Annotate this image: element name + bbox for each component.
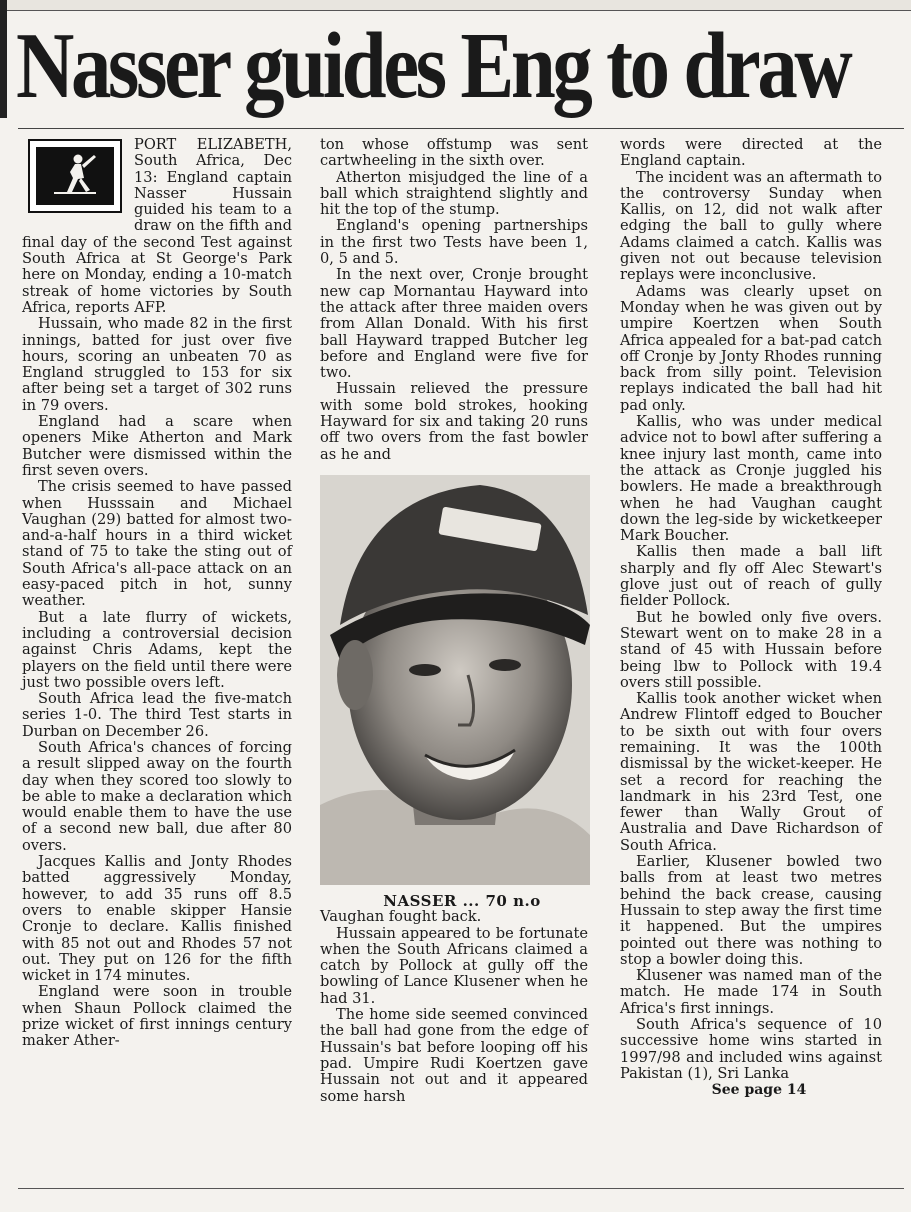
headline-rule — [18, 128, 904, 129]
paragraph: Hussain, who made 82 in the first innings, batted for just over five hours, scoring an unbeaten 70 as England struggled to 153 for six after being set a target of 302 runs in 79 overs. — [22, 315, 292, 414]
cricketer-batting-icon — [36, 147, 114, 205]
player-portrait-photo — [320, 475, 590, 885]
photo-caption: NASSER ... 70 n.o — [383, 891, 541, 910]
continuation-note: See page 14 — [711, 1082, 807, 1099]
paragraph: But a late flurry of wickets, including a controversial decision against Chris Adams, kept the players on the field until there were just two possible overs left. — [22, 608, 292, 691]
paragraph: Atherton misjudged the line of a ball which straightend slightly and hit the top of the stump. — [320, 168, 588, 219]
paragraph: South Africa's chances of forcing a result slipped away on the fourth day when they scored too slowly to be able to make a declaration which would enable them to have the use of a second new ball, due after 80 overs. — [22, 738, 292, 854]
page-bottom-rule — [18, 1188, 904, 1189]
page-top-rule — [0, 0, 911, 11]
article-column-1 — [22, 137, 292, 1050]
paragraph: Kallis, who was under medical advice not to bowl after suffering a knee injury last month, came into the attack as Cronje juggled his bowlers. He made a breakthrough when he had Vaughan caught down the leg-side by wicketkeeper Mark Boucher. — [620, 413, 882, 545]
paragraph: Hussain appeared to be fortunate when the South Africans claimed a catch by Pollock at gully off the bowling of Lance Klusener when he had 31. — [320, 924, 588, 1007]
article-column-3 — [620, 137, 882, 1099]
paragraph: England were soon in trouble when Shaun Pollock claimed the prize wicket of first innings century maker Ather- — [22, 983, 292, 1050]
paragraph: ton whose offstump was sent cartwheeling in the sixth over. — [320, 136, 588, 170]
paragraph: England had a scare when openers Mike Atherton and Mark Butcher were dismissed within the first seven overs. — [22, 413, 292, 479]
left-column-bar — [0, 0, 7, 118]
paragraph: The incident was an aftermath to the controversy Sunday when Kallis, on 12, did not walk after edging the ball to gully where Adams claimed a catch. Kallis was given not out because television replays were inconclusive. — [620, 168, 882, 284]
paragraph: South Africa's sequence of 10 successive home wins started in 1997/98 and included wins against Pakistan (1), Sri Lanka — [620, 1016, 882, 1082]
paragraph: Earlier, Klusener bowled two balls from at least two metres behind the back crease, causing Hussain to step away the first time it happened. But the umpires pointed out there was nothing to stop a bowler doing this. — [620, 853, 882, 968]
article-column-2 — [320, 137, 588, 1105]
paragraph: PORT ELIZABETH, South Africa, Dec 13: England captain Nasser Hussain guided his team to a draw on the fifth and final day of the second Test against South Africa at St George's Park here on Monday, ending a 10-match streak of home victories by South Africa, reports AFP. — [22, 136, 292, 316]
paragraph: Adams was clearly upset on Monday when he was given out by umpire Koertzen when South Africa appealed for a bat-pad catch off Cronje by Jonty Rhodes running back from silly point. Television replays indicated the ball had hit pad only. — [620, 282, 882, 414]
paragraph: The home side seemed convinced the ball had gone from the edge of Hussain's bat before looping off his pad. Umpire Rudi Koertzen gave Hussain not out and it appeared some harsh — [320, 1006, 588, 1105]
paragraph: But he bowled only five overs. Stewart went on to make 28 in a stand of 45 with Hussain before being lbw to Pollock with 19.4 overs still possible. — [620, 608, 882, 691]
paragraph: Klusener was named man of the match. He made 174 in South Africa's first innings. — [620, 967, 882, 1017]
paragraph: Vaughan fought back. — [320, 908, 482, 926]
headline: Nasser guides Eng to draw — [16, 14, 850, 118]
paragraph: Kallis then made a ball lift sharply and fly off Alec Stewart's glove just out of reach of gully fielder Pollock. — [620, 543, 882, 610]
paragraph: The crisis seemed to have passed when Husssain and Michael Vaughan (29) batted for almost two-and-a-half hours in a third wicket stand of 75 to take the sting out of South Africa's all-pace attack on an easy-paced pitch in hot, sunny weather. — [22, 478, 292, 610]
paragraph: Jacques Kallis and Jonty Rhodes batted aggressively Monday, however, to add 35 runs off 8.5 overs to enable skipper Hansie Cronje to declare. Kallis finished with 85 not out and Rhodes 57 not out. They put on 126 for the fifth wicket in 174 minutes. — [22, 853, 292, 985]
paragraph: In the next over, Cronje brought new cap Mornantau Hayward into the attack after three maiden overs from Allan Donald. With his first ball Hayward trapped Butcher leg before and England were five for two. — [320, 266, 588, 382]
paragraph: Kallis took another wicket when Andrew Flintoff edged to Boucher to be sixth out with four overs remaining. It was the 100th dismissal by the wicket-keeper. He set a record for reaching the landmark in his 23rd Test, one fewer than Wally Grout of Australia and Dave Richardson of South Africa. — [620, 690, 882, 854]
paragraph: South Africa lead the five-match series 1-0. The third Test starts in Durban on December 26. — [22, 690, 292, 740]
cricket-logo-box — [28, 139, 122, 213]
paragraph: words were directed at the England captain. — [620, 136, 882, 170]
paragraph: Hussain relieved the pressure with some bold strokes, hooking Hayward for six and taking 20 runs off two overs from the fast bowler as he and — [320, 380, 588, 463]
paragraph: England's opening partnerships in the first two Tests have been 1, 0, 5 and 5. — [320, 217, 588, 268]
